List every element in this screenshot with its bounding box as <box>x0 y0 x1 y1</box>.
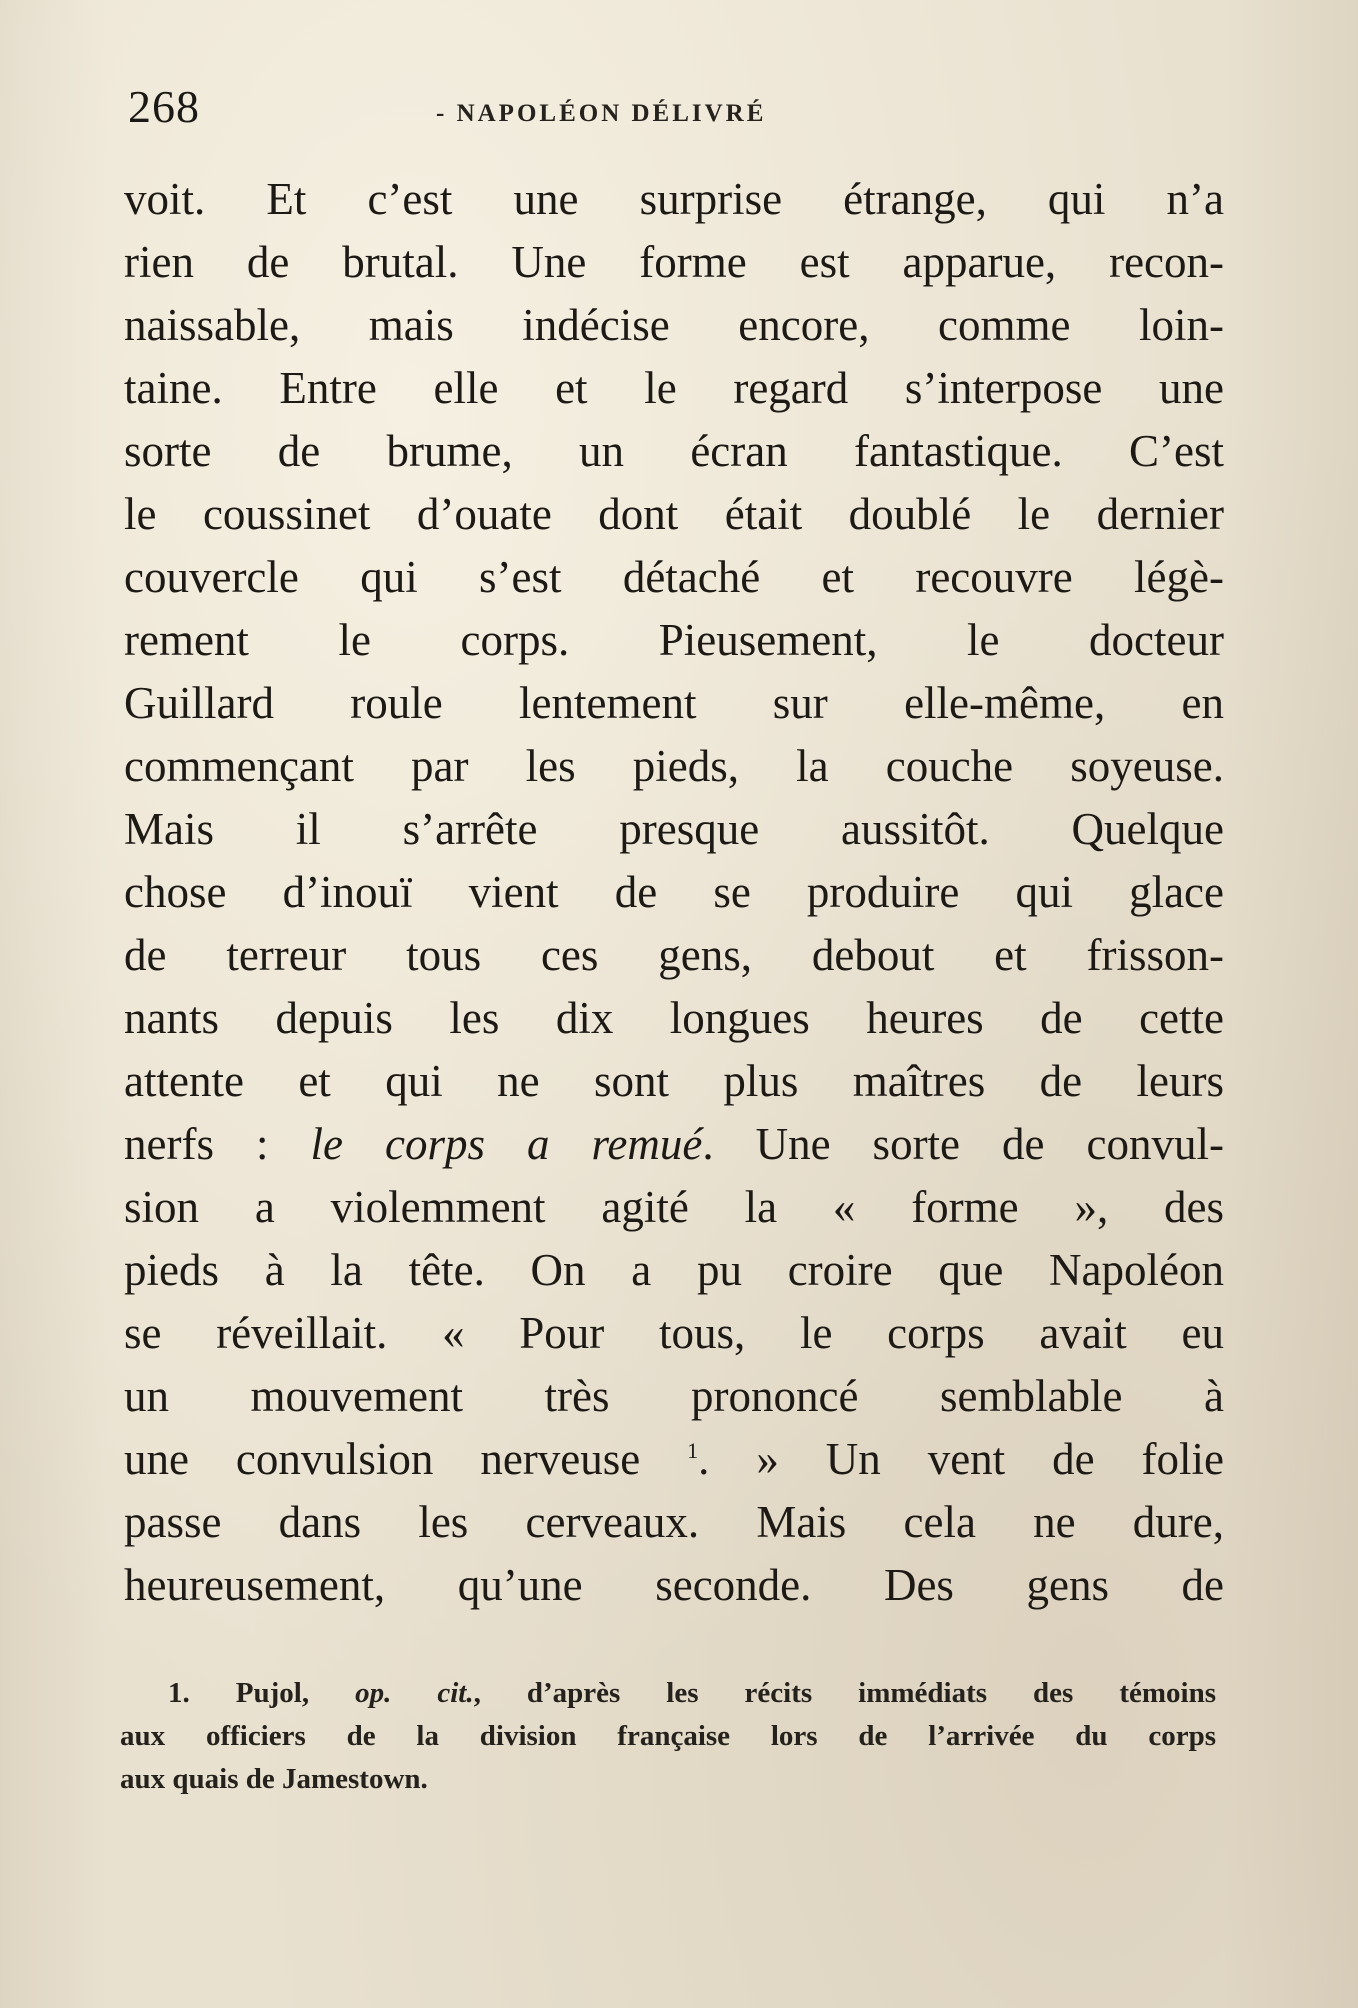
text-line-with-footnote-ref <box>124 1428 1224 1491</box>
footnote-italic: op. cit. <box>355 1677 474 1709</box>
page-header <box>128 80 1228 140</box>
text-line: un mouvement très prononcé semblable à <box>124 1371 1224 1421</box>
page-number: 268 <box>128 81 200 132</box>
text-segment: une convulsion nerveuse <box>124 1434 688 1484</box>
running-title: - NAPOLÉON DÉLIVRÉ <box>436 100 767 127</box>
text-line: couvercle qui s’est détaché et recouvre légè- <box>124 552 1224 602</box>
text-line: chose d’inouï vient de se produire qui glace <box>124 867 1224 917</box>
text-line: attente et qui ne sont plus maîtres de leurs <box>124 1056 1224 1106</box>
footnote-line: aux officiers de la division française lors de l’arrivée du corps <box>120 1720 1216 1752</box>
text-line: se réveillait. « Pour tous, le corps avait eu <box>124 1308 1224 1358</box>
text-line: passe dans les cerveaux. Mais cela ne dure, <box>124 1497 1224 1547</box>
text-segment: . » Un vent de folie <box>698 1434 1224 1484</box>
text-line: sion a violemment agité la « forme », des <box>124 1182 1224 1232</box>
text-segment: nerfs : <box>124 1119 311 1169</box>
text-line-with-emphasis <box>124 1113 1224 1176</box>
text-line: rement le corps. Pieusement, le docteur <box>124 615 1224 665</box>
text-line: voit. Et c’est une surprise étrange, qui n’a <box>124 174 1224 224</box>
text-line: le coussinet d’ouate dont était doublé le dernier <box>124 489 1224 539</box>
footnote-text: , d’après les récits immédiats des témoins <box>473 1677 1216 1709</box>
footnote-line: aux quais de Jamestown. <box>120 1763 428 1795</box>
text-line: sorte de brume, un écran fantastique. C’est <box>124 426 1224 476</box>
footnote <box>120 1672 1216 1801</box>
footnote-number: 1. Pujol, <box>168 1677 356 1709</box>
text-line: de terreur tous ces gens, debout et frisson- <box>124 930 1224 980</box>
text-line: heureusement, qu’une seconde. Des gens de <box>124 1560 1224 1610</box>
text-segment: . Une sorte de convul- <box>702 1119 1224 1169</box>
text-line: Guillard roule lentement sur elle-même, en <box>124 678 1224 728</box>
body-text <box>124 168 1224 1617</box>
footnote-reference: 1 <box>687 1438 699 1463</box>
text-line: Mais il s’arrête presque aussitôt. Quelque <box>124 804 1224 854</box>
text-line: taine. Entre elle et le regard s’interpose une <box>124 363 1224 413</box>
text-line: pieds à la tête. On a pu croire que Napoléon <box>124 1245 1224 1295</box>
text-line: naissable, mais indécise encore, comme loin- <box>124 300 1224 350</box>
text-line: commençant par les pieds, la couche soyeuse. <box>124 741 1224 791</box>
text-line: nants depuis les dix longues heures de cette <box>124 993 1224 1043</box>
footnote-line <box>120 1672 1216 1715</box>
italic-phrase: le corps a remué <box>310 1119 703 1169</box>
text-line: rien de brutal. Une forme est apparue, recon- <box>124 237 1224 287</box>
